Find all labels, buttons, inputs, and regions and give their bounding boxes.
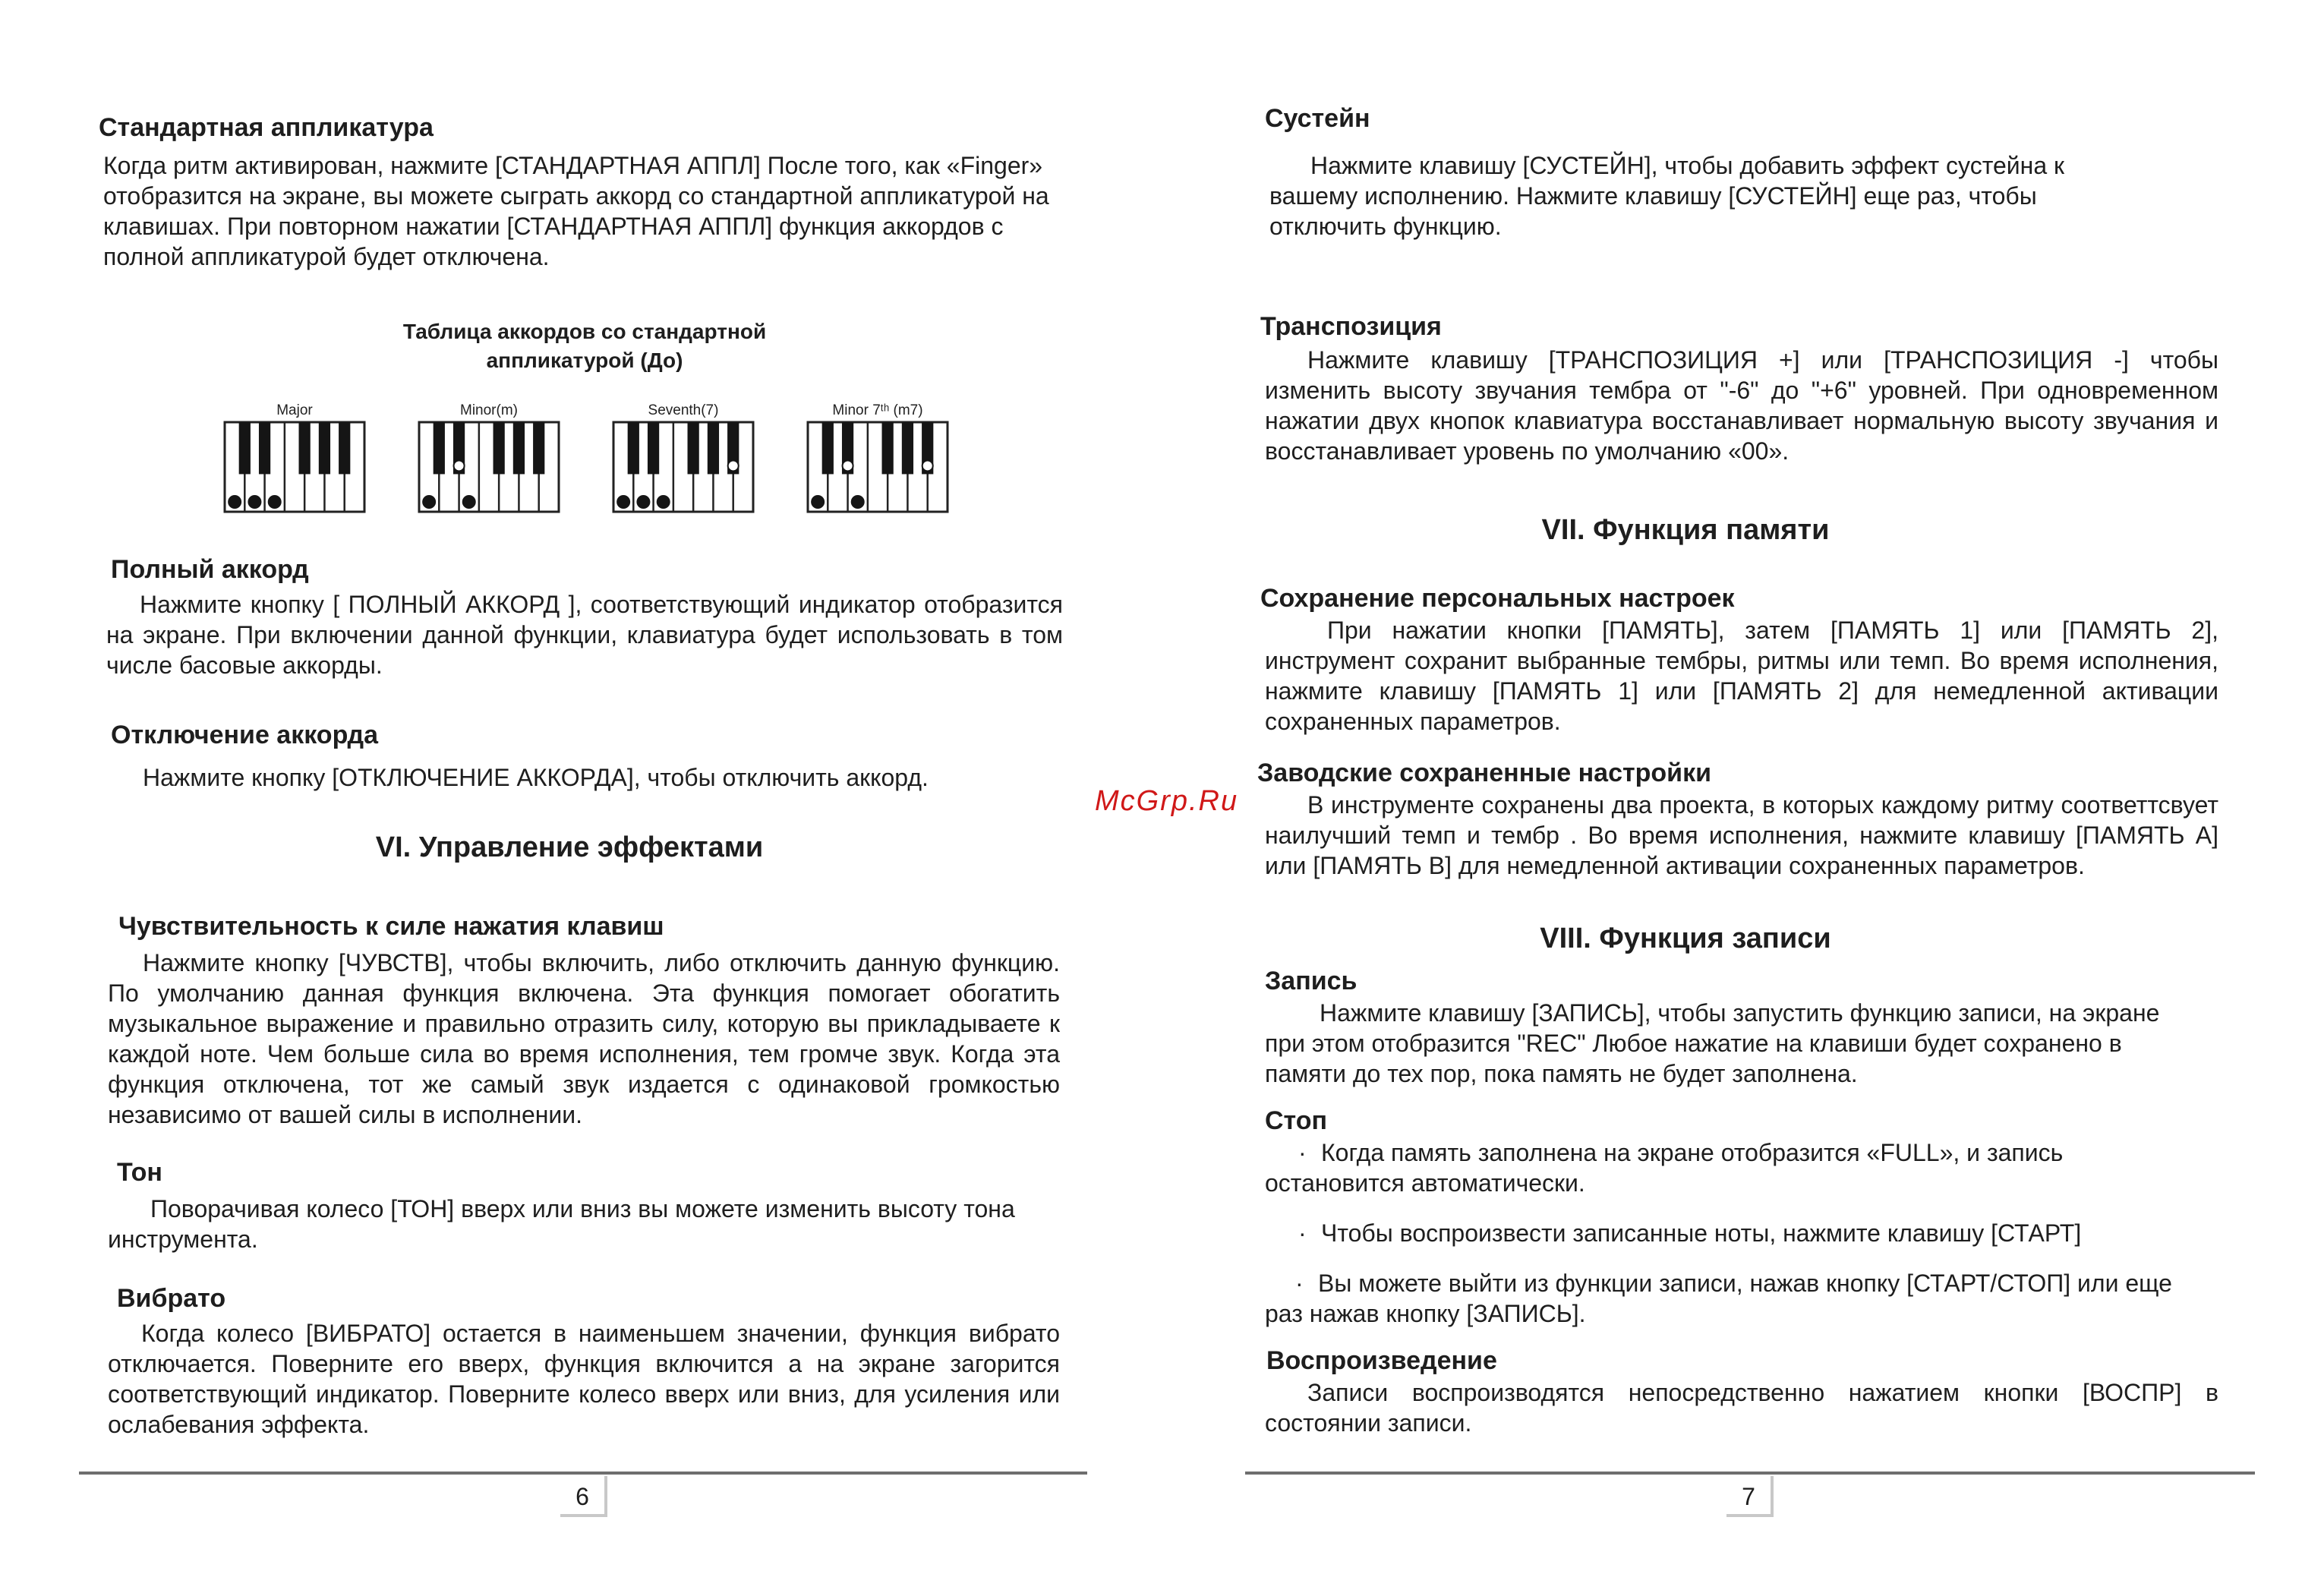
chord-note-dot: [922, 460, 933, 471]
black-key: [688, 422, 699, 474]
sustain-heading: Сустейн: [1265, 104, 1370, 133]
chord-off-body: Нажмите кнопку [ОТКЛЮЧЕНИЕ АККОРДА], чтобы отключить аккорд.: [143, 764, 929, 791]
black-key: [259, 422, 270, 474]
chord-note-dot: [422, 495, 436, 509]
chapter-8-title: VIII. Функция записи: [1540, 923, 1831, 954]
vibrato-heading: Вибрато: [117, 1284, 226, 1313]
watermark: McGrp.Ru: [1095, 785, 1239, 817]
right-page-number: 7: [1726, 1476, 1774, 1517]
stop-bullet-3-text: Вы можете выйти из функции записи, нажав кнопку [СТАРТ/СТОП] или еще раз нажав кнопку [ЗАПИСЬ].: [1265, 1270, 2172, 1327]
tone-heading: Тон: [117, 1158, 162, 1187]
chord-note-dot: [228, 495, 241, 509]
chord-diagram-svg: [213, 396, 972, 518]
black-key: [299, 422, 311, 474]
chord-label: Seventh(7): [648, 402, 719, 418]
standard-fingering-heading: Стандартная аппликатура: [99, 113, 434, 142]
right-footer-rule: [1245, 1472, 2255, 1475]
stop-bullet-1-text: Когда память заполнена на экране отобразится «FULL», и запись остановится автоматически.: [1265, 1139, 2064, 1197]
bullet-mark: ·: [1295, 1270, 1304, 1297]
black-key: [648, 422, 659, 474]
record-body: Нажмите клавишу [ЗАПИСЬ], чтобы запустить функцию записи, на экране при этом отобразится "REC" Любое нажатие на клавиши будет сохранено в памяти до тех пор, пока память не будет заполнена.: [1265, 999, 2160, 1087]
chord-note-dot: [636, 495, 650, 509]
touch-sensitivity-body: Нажмите кнопку [ЧУВСТВ], чтобы включить, либо отключить данную функцию. По умолчанию данная функция включена. Эта функция помогает обогатить музыкальное выражение и правильно отразить силу, которую вы прикладываете к каждой ноте. Чем больше сила во время исполнения, тем громче звук. Когда эта функция отключена, тот же самый звук издается с одинаковой громкостью независимо от вашей силы в исполнении.: [108, 949, 1060, 1128]
transpose-heading: Транспозиция: [1260, 312, 1442, 341]
black-key: [239, 422, 251, 474]
chord-off-heading: Отключение аккорда: [111, 721, 378, 749]
tone-body: Поворачивая колесо [ТОН] вверх или вниз вы можете изменить высоту тона инструмента.: [108, 1195, 1015, 1253]
chord-label: Minor 7ᵗʰ (m7): [832, 402, 923, 418]
chord-note-dot: [851, 495, 865, 509]
chord-label: Minor(m): [460, 402, 518, 418]
black-key: [628, 422, 639, 474]
save-settings-heading: Сохранение персональных настроек: [1260, 584, 1735, 613]
chapter-6-title: VI. Управление эффектами: [375, 831, 764, 863]
chord-table-caption-2: аппликатурой (До): [486, 349, 683, 372]
left-footer-rule: [79, 1472, 1087, 1475]
save-settings-body: При нажатии кнопки [ПАМЯТЬ], затем [ПАМЯТЬ 1] или [ПАМЯТЬ 2], инструмент сохранит выбранные тембры, ритмы или темп. Во время исполнения, нажмите клавишу [ПАМЯТЬ 1] или [ПАМЯТЬ 2] для немедленной активации сохраненных параметров.: [1265, 617, 2218, 735]
black-key: [434, 422, 445, 474]
chord-note-dot: [843, 460, 853, 471]
transpose-body: Нажмите клавишу [ТРАНСПОЗИЦИЯ +] или [ТРАНСПОЗИЦИЯ -] чтобы изменить высоту звучания тембра от "-6" до "+6" уровней. При одновременном нажатии двух кнопок клавиатура восстанавливает нормальную высоту звучания и восстанавливает уровень по умолчанию «00».: [1265, 346, 2218, 465]
sustain-body: Нажмите клавишу [СУСТЕЙН], чтобы добавить эффект сустейна к вашему исполнению. Нажмите клавишу [СУСТЕЙН] еще раз, чтобы отключить функцию.: [1269, 152, 2065, 240]
stop-heading: Стоп: [1265, 1106, 1328, 1135]
chord-label: Major: [276, 402, 313, 418]
black-key: [319, 422, 330, 474]
stop-bullet-1: [1265, 1137, 2199, 1198]
chapter-7-title: VII. Функция памяти: [1541, 514, 1830, 546]
black-key: [513, 422, 525, 474]
full-chord-heading: Полный аккорд: [111, 555, 309, 584]
chord-table-caption-1: Таблица аккордов со стандартной: [402, 320, 767, 343]
vibrato-body: Когда колесо [ВИБРАТО] остается в наименьшем значении, функция вибрато отключается. Поверните его вверх, функция включится а на экране загорится соответствующий индикатор. Поверните колесо вверх или вниз, для усиления или ослабевания эффекта.: [108, 1320, 1060, 1438]
chord-note-dot: [462, 495, 476, 509]
record-heading: Запись: [1265, 967, 1358, 995]
factory-settings-heading: Заводские сохраненные настройки: [1257, 759, 1711, 787]
chord-note-dot: [657, 495, 670, 509]
chord-note-dot: [728, 460, 739, 471]
black-key: [493, 422, 505, 474]
black-key: [708, 422, 719, 474]
bullet-mark: ·: [1298, 1139, 1307, 1166]
full-chord-body: Нажмите кнопку [ ПОЛНЫЙ АККОРД ], соответствующий индикатор отобразится на экране. При включении данной функции, клавиатура будет использовать в том числе басовые аккорды.: [106, 591, 1063, 679]
stop-bullet-2-text: Чтобы воспроизвести записанные ноты, нажмите клавишу [СТАРТ]: [1321, 1219, 2082, 1247]
stop-bullet-3: [1265, 1268, 2199, 1329]
bullet-mark: ·: [1298, 1219, 1307, 1247]
playback-heading: Воспроизведение: [1266, 1346, 1497, 1375]
chord-note-dot: [454, 460, 465, 471]
chord-note-dot: [616, 495, 630, 509]
stop-bullet-2: [1265, 1218, 2199, 1248]
chord-diagrams: [213, 396, 972, 522]
touch-sensitivity-heading: Чувствительность к силе нажатия клавиш: [118, 912, 664, 941]
chord-note-dot: [248, 495, 261, 509]
black-key: [339, 422, 350, 474]
standard-fingering-body: Когда ритм активирован, нажмите [СТАНДАРТНАЯ АППЛ] После того, как «Finger» отобразится на экране, вы можете сыграть аккорд со стандартной аппликатурой на клавишах. При повторном нажатии [СТАНДАРТНАЯ АППЛ] функция аккордов с полной аппликатурой будет отключена.: [103, 152, 1049, 270]
black-key: [882, 422, 894, 474]
black-key: [822, 422, 834, 474]
chord-note-dot: [268, 495, 282, 509]
chord-note-dot: [811, 495, 825, 509]
black-key: [533, 422, 544, 474]
playback-body: Записи воспроизводятся непосредственно нажатием кнопки [ВОСПР] в состоянии записи.: [1265, 1379, 2218, 1437]
left-page-number: 6: [560, 1476, 607, 1517]
factory-settings-body: В инструменте сохранены два проекта, в которых каждому ритму соответтсвует наилучший темп и тембр . Во время исполнения, нажмите клавишу [ПАМЯТЬ А] или [ПАМЯТЬ В] для немедленной активации сохраненных параметров.: [1265, 791, 2218, 879]
black-key: [902, 422, 913, 474]
